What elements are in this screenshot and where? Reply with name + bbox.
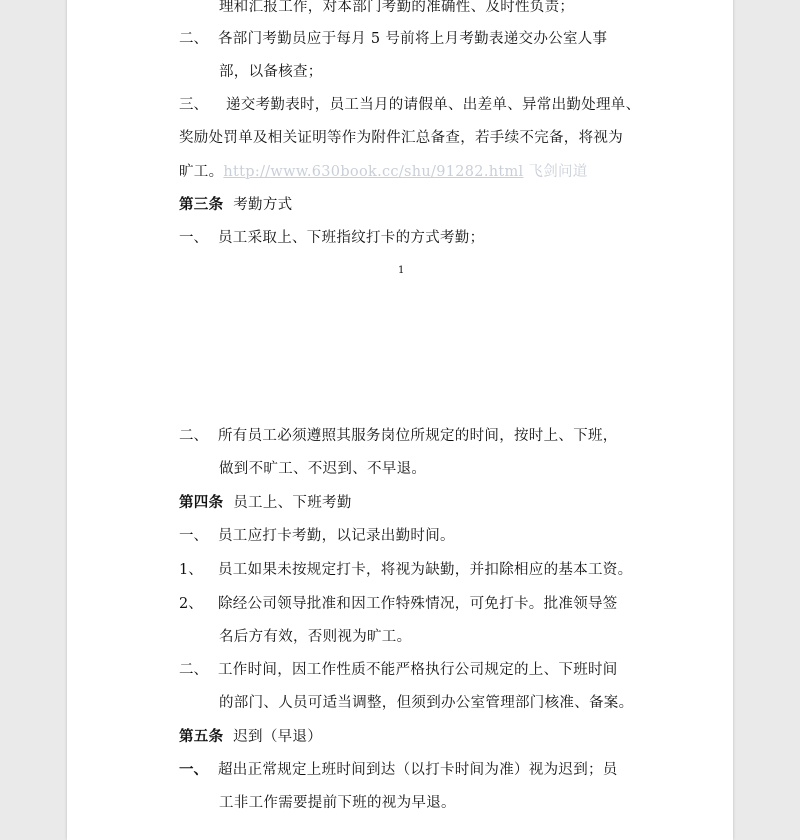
article-title: 考勤方式 — [233, 197, 293, 213]
item-text: 奖励处罚单及相关证明等作为附件汇总备查，若手续不完备，将视为 — [179, 130, 623, 146]
item-number: 二、 — [179, 428, 208, 444]
item-text: 递交考勤表时，员工当月的请假单、出差单、异常出勤处理单、 — [226, 97, 641, 113]
article-key: 第五条 — [179, 728, 224, 745]
item-text: 旷工。 — [179, 164, 224, 180]
item-number: 一、 — [179, 230, 208, 246]
article-heading — [179, 493, 352, 513]
item-text: 工非工作需要提前下班的视为早退。 — [219, 795, 456, 811]
article-key: 第四条 — [179, 494, 224, 511]
item-number: 1、 — [179, 562, 203, 578]
page-number: 1 — [398, 265, 405, 276]
article-heading — [179, 195, 292, 215]
watermark-tail: 飞剑问道 — [523, 164, 588, 180]
item-number: 三、 — [179, 97, 208, 113]
item-text-with-link — [179, 162, 588, 182]
article-key: 第三条 — [179, 196, 224, 213]
item-text: 员工如果未按规定打卡，将视为缺勤，并扣除相应的基本工资。 — [218, 562, 633, 578]
item-text: 工作时间，因工作性质不能严格执行公司规定的上、下班时间 — [218, 662, 618, 678]
item-text: 名后方有效，否则视为旷工。 — [219, 629, 412, 645]
item-number: 二、 — [179, 662, 208, 678]
article-heading — [179, 727, 322, 747]
watermark-link[interactable]: http://www.630book.cc/shu/91282.html — [223, 164, 524, 180]
item-number: 二、 — [179, 31, 208, 47]
article-title: 员工上、下班考勤 — [233, 495, 352, 511]
item-text: 做到不旷工、不迟到、不早退。 — [219, 461, 427, 477]
item-text: 所有员工必须遵照其服务岗位所规定的时间，按时上、下班， — [218, 428, 618, 444]
item-text: 部，以备核查； — [219, 64, 323, 80]
document-page — [67, 0, 733, 840]
item-number: 2、 — [179, 596, 203, 612]
item-text: 除经公司领导批准和因工作特殊情况，可免打卡。批准领导签 — [218, 596, 618, 612]
article-title: 迟到（早退） — [233, 729, 323, 745]
paragraph-continuation: 理和汇报工作，对本部门考勤的准确性、及时性负责； — [219, 0, 575, 15]
item-text: 员工采取上、下班指纹打卡的方式考勤； — [218, 230, 485, 246]
item-text: 超出正常规定上班时间到达（以打卡时间为准）视为迟到；员 — [218, 762, 618, 778]
item-number: 一、 — [179, 761, 208, 778]
item-number: 一、 — [179, 528, 208, 544]
item-text: 的部门、人员可适当调整，但须到办公室管理部门核准、备案。 — [219, 695, 634, 711]
item-text: 员工应打卡考勤，以记录出勤时间。 — [218, 528, 455, 544]
item-text: 各部门考勤员应于每月 5 号前将上月考勤表递交办公室人事 — [218, 31, 608, 47]
